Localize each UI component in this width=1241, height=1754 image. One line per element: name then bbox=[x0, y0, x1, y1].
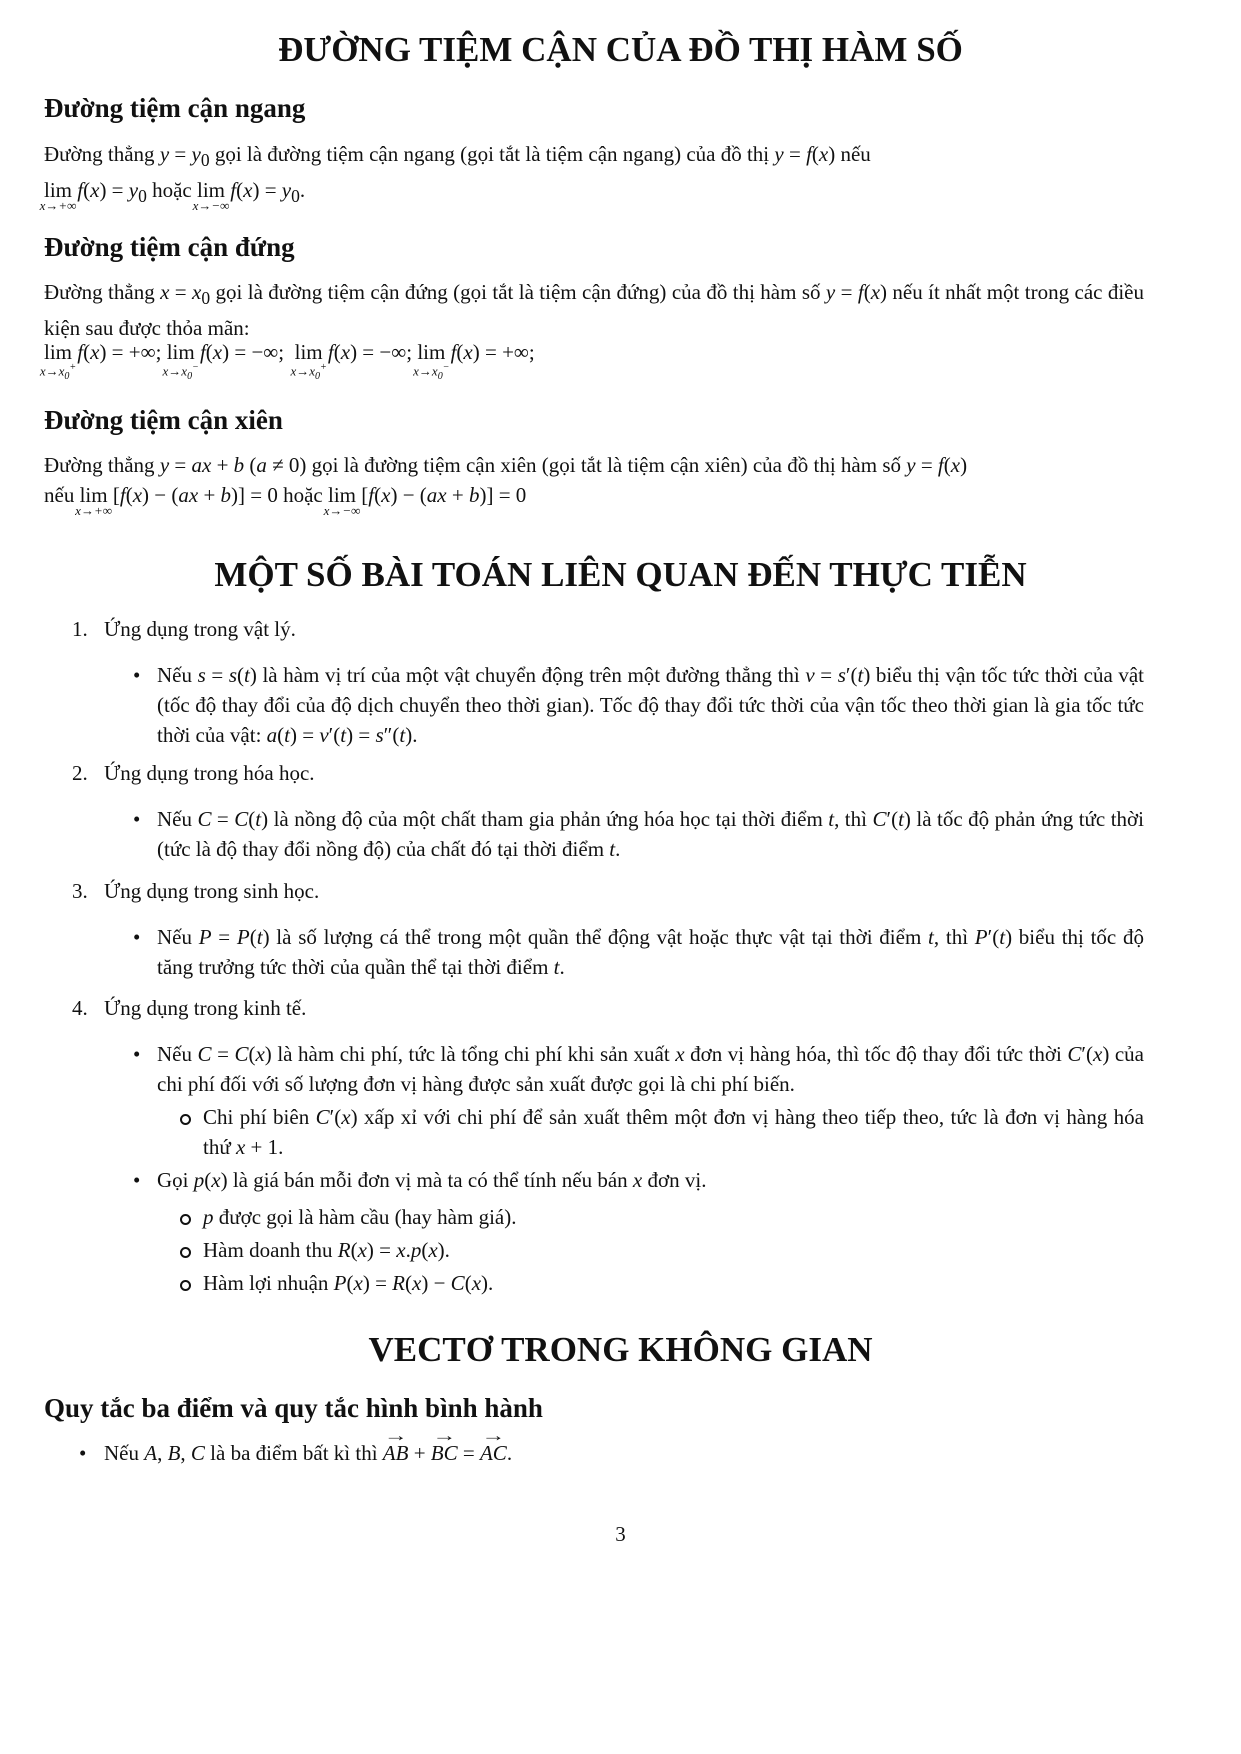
marginal-cost-text: Chi phí biên C′(x) xấp xỉ với chi phí để sản xuất thêm một đơn vị hàng theo tiếp theo, tức là đơn vị hàng hóa thứ x + 1. bbox=[203, 1105, 1144, 1159]
bullet-icon: • bbox=[133, 925, 141, 949]
three-point-rule-text: Nếu A, B, C là ba điểm bất kì thì → AB + → BC = → AC. bbox=[104, 1438, 512, 1468]
subheading-three-point-rule: Quy tắc ba điểm và quy tắc hình bình hành bbox=[44, 1393, 543, 1423]
subheading-vertical-asymptote: Đường tiệm cận đứng bbox=[44, 232, 295, 262]
subheading-horizontal-asymptote: Đường tiệm cận ngang bbox=[44, 93, 306, 123]
economics-cost-text: Nếu C = C(x) là hàm chi phí, tức là tổng chi phí khi sản xuất x đơn vị hàng hóa, thì tốc độ thay đổi tức thời C′(x) của chi phí đối với số lượng đơn vị hàng được sản xuất được gọi là chi phí biến. bbox=[157, 1042, 1144, 1096]
sub-bullet-icon bbox=[180, 1114, 191, 1125]
sub-bullet-icon bbox=[180, 1247, 191, 1258]
horizontal-asymptote-definition: Đường thẳng $y = y_0$ gọi là đường tiệm cận ngang (gọi tắt là tiệm cận ngang) của đồ thị y = f(x) nếu lim x→+∞ $f(x) = y_0$ hoặc lim x→−∞ $f(x) = y_0$. bbox=[39, 142, 871, 214]
bullet-icon: • bbox=[133, 1042, 141, 1066]
list-item-title: Ứng dụng trong hóa học. bbox=[104, 761, 315, 785]
list-item-number: 2. bbox=[72, 761, 88, 785]
sub-bullet-icon bbox=[180, 1280, 191, 1291]
list-item-title: Ứng dụng trong vật lý. bbox=[104, 617, 296, 641]
bullet-icon: • bbox=[133, 663, 141, 687]
page-number: 3 bbox=[615, 1522, 626, 1546]
list-item-title: Ứng dụng trong sinh học. bbox=[104, 879, 320, 903]
profit-function-text: Hàm lợi nhuận P(x) = R(x) − C(x). bbox=[203, 1271, 494, 1295]
revenue-function-text: Hàm doanh thu R(x) = x.p(x). bbox=[203, 1238, 450, 1262]
physics-application-text: Nếu s = s(t) là hàm vị trí của một vật chuyển động trên một đường thẳng thì v = s′(t) biểu thị vận tốc tức thời của vật (tốc độ thay đổi của độ dịch chuyển theo thời gian). Tốc độ thay đổi tức thời của vận tốc theo thời gian là gia tốc tức thời của vật: a(t) = v′(t) = s″(t). bbox=[157, 663, 1145, 747]
section-title-vectors: VECTƠ TRONG KHÔNG GIAN bbox=[368, 1330, 873, 1369]
bullet-icon: • bbox=[133, 1168, 141, 1192]
price-function-text: Gọi p(x) là giá bán mỗi đơn vị mà ta có thể tính nếu bán x đơn vị. bbox=[157, 1168, 707, 1192]
vertical-asymptote-definition: Đường thẳng $x = x_0$ gọi là đường tiệm cận đứng (gọi tắt là tiệm cận đứng) của đồ thị hàm số y = f(x) nếu ít nhất một trong các điều kiện sau được thỏa mãn: bbox=[44, 280, 1145, 341]
oblique-asymptote-condition: nếu lim x→+∞ [f(x) − (ax + b)] = 0 hoặc lim x→−∞ [f(x) − (ax + b)] = 0 bbox=[44, 483, 527, 518]
list-item-number: 1. bbox=[72, 617, 88, 641]
section-title-asymptotes: ĐƯỜNG TIỆM CẬN CỦA ĐỒ THỊ HÀM SỐ bbox=[278, 30, 963, 69]
bullet-icon: • bbox=[79, 1441, 87, 1465]
subheading-oblique-asymptote: Đường tiệm cận xiên bbox=[44, 405, 283, 435]
section-title-applications: MỘT SỐ BÀI TOÁN LIÊN QUAN ĐẾN THỰC TIỄN bbox=[214, 555, 1027, 594]
list-item-number: 4. bbox=[72, 996, 88, 1020]
list-item-number: 3. bbox=[72, 879, 88, 903]
sub-bullet-icon bbox=[180, 1214, 191, 1225]
demand-function-text: p được gọi là hàm cầu (hay hàm giá). bbox=[203, 1205, 517, 1229]
list-item-title: Ứng dụng trong kinh tế. bbox=[104, 996, 307, 1020]
chemistry-application-text: Nếu C = C(t) là nồng độ của một chất tham gia phản ứng hóa học tại thời điểm t, thì C′(t) là tốc độ phản ứng tức thời (tức là độ thay đổi nồng độ) của chất đó tại thời điểm t. bbox=[157, 807, 1144, 861]
bullet-icon: • bbox=[133, 807, 141, 831]
biology-application-text: Nếu P = P(t) là số lượng cá thể trong một quần thể động vật hoặc thực vật tại thời điểm t, thì P′(t) biểu thị tốc độ tăng trưởng tức thời của quần thể tại thời điểm t. bbox=[157, 925, 1144, 979]
vertical-asymptote-conditions: lim $x\to x_0^+$ f(x) = +∞; lim $x\to x_0^-$ f(x) = −∞; lim $x\to x_0^+$ f(x) = −∞; lim $x\to x_0^-$ f(x) = +∞; bbox=[39, 340, 535, 382]
oblique-asymptote-definition: Đường thẳng y = ax + b (a ≠ 0) gọi là đường tiệm cận xiên (gọi tắt là tiệm cận xiên) của đồ thị hàm số y = f(x) bbox=[44, 453, 968, 477]
